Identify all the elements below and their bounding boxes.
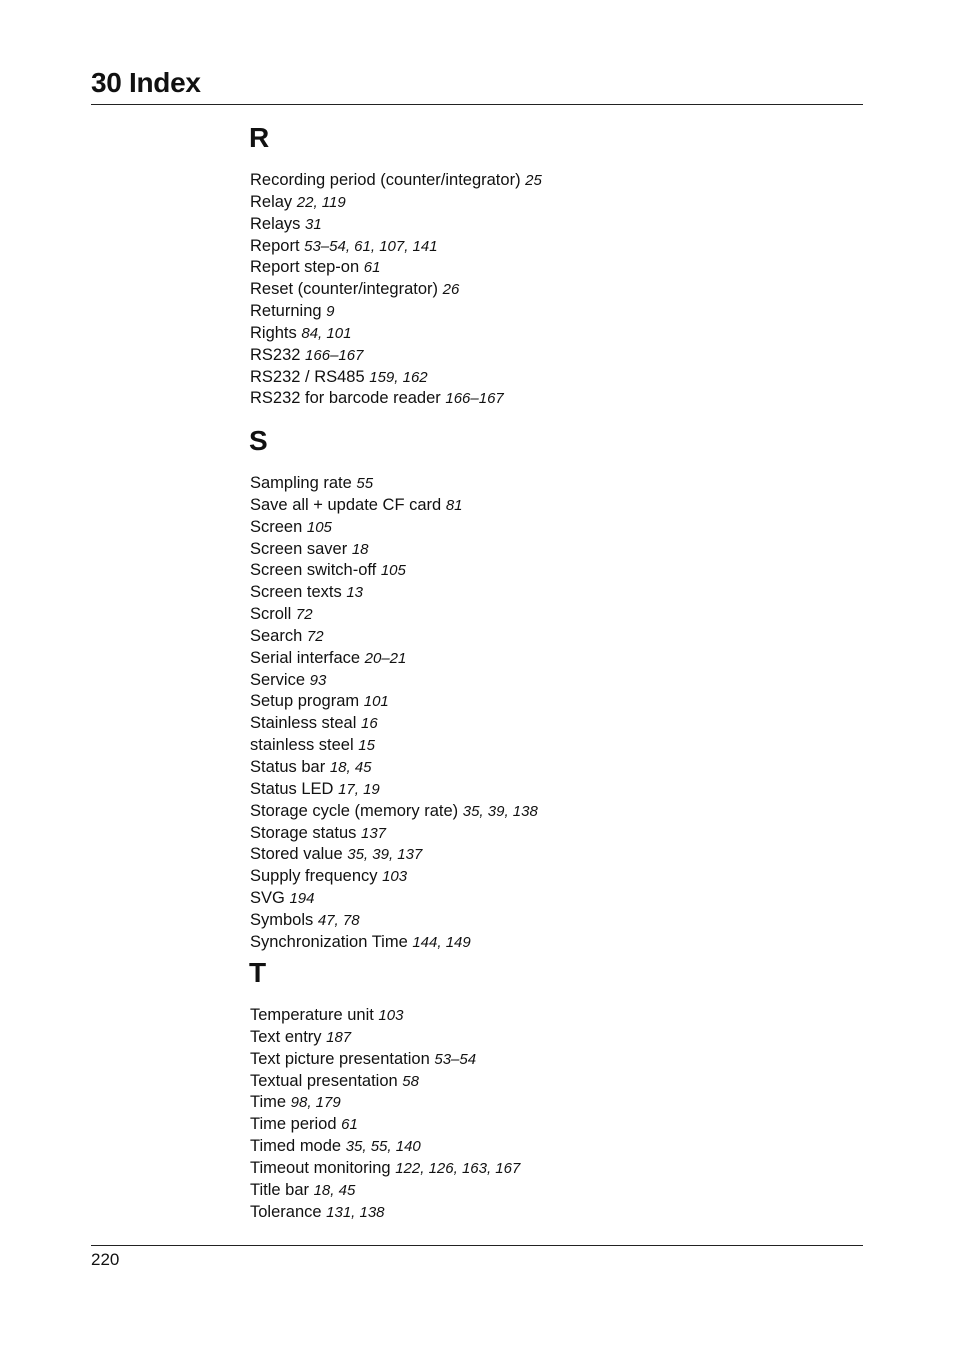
index-pages[interactable]: 159, 162 [369, 368, 428, 386]
index-entry [250, 1136, 520, 1158]
index-entry [250, 1114, 520, 1136]
index-pages[interactable]: 15 [358, 737, 375, 755]
section-letter-s: S [249, 425, 268, 456]
index-pages[interactable]: 166–167 [305, 346, 364, 364]
index-term: Recording period (counter/integrator) [250, 171, 521, 189]
index-term: Save all + update CF card [250, 495, 442, 514]
index-entry [250, 388, 542, 410]
header-rule [91, 104, 863, 105]
index-entry [250, 539, 538, 561]
index-term: Text entry [250, 1027, 322, 1046]
index-term: Temperature unit [250, 1006, 374, 1024]
index-pages[interactable]: 13 [346, 584, 363, 602]
index-entry [250, 214, 542, 236]
index-term: Storage status [250, 823, 357, 842]
index-entry [250, 473, 538, 495]
index-entry [250, 757, 538, 779]
index-pages[interactable]: 58 [402, 1072, 419, 1090]
index-pages[interactable]: 55 [356, 475, 374, 492]
index-pages[interactable]: 72 [306, 627, 324, 645]
index-entry [250, 236, 542, 258]
index-entry [250, 560, 538, 582]
index-entry [250, 517, 538, 539]
index-entry [250, 648, 538, 670]
index-pages[interactable]: 122, 126, 163, 167 [395, 1159, 521, 1177]
index-entry [250, 626, 538, 648]
index-term: SVG [250, 889, 285, 908]
index-entry [250, 713, 538, 735]
index-pages[interactable]: 137 [361, 824, 387, 842]
index-term: Sampling rate [250, 474, 352, 492]
index-pages[interactable]: 18 [351, 540, 369, 558]
index-entry [250, 691, 538, 713]
index-entry [250, 1049, 520, 1071]
index-entry [250, 779, 538, 801]
index-term: Storage cycle (memory rate) [250, 801, 459, 820]
index-pages[interactable]: 17, 19 [338, 780, 380, 798]
index-entry [250, 279, 542, 301]
index-pages[interactable]: 105 [306, 518, 332, 536]
index-entry [250, 301, 542, 323]
index-term: Status bar [250, 757, 326, 776]
index-pages[interactable]: 93 [309, 671, 327, 689]
index-entry [250, 670, 538, 692]
index-term: Synchronization Time [250, 932, 408, 951]
index-term: Rights [250, 323, 297, 342]
index-term: Screen switch-off [250, 561, 377, 580]
index-pages[interactable]: 84, 101 [301, 324, 352, 342]
index-pages[interactable]: 81 [445, 496, 463, 514]
index-pages[interactable]: 103 [382, 868, 408, 886]
index-entry [250, 192, 542, 214]
index-term: Timeout monitoring [250, 1158, 391, 1177]
index-entry [250, 367, 542, 389]
page-number: 220 [91, 1250, 120, 1269]
index-term: stainless steel [250, 736, 354, 755]
index-entry [250, 735, 538, 757]
index-entry [250, 801, 538, 823]
index-entry [250, 1071, 520, 1093]
index-entry [250, 257, 542, 279]
index-term: Stored value [250, 845, 343, 864]
index-term: Status LED [250, 779, 334, 798]
index-pages[interactable]: 72 [295, 606, 313, 624]
index-term: Relay [250, 192, 293, 211]
index-entry [250, 1202, 520, 1224]
section-letter-t: T [249, 957, 267, 988]
index-term: Serial interface [250, 648, 361, 667]
index-list-s [250, 473, 538, 954]
index-term: Title bar [250, 1180, 309, 1199]
index-pages[interactable]: 16 [360, 715, 378, 733]
index-pages[interactable]: 61 [341, 1116, 358, 1134]
index-pages[interactable]: 35, 39, 137 [347, 846, 423, 864]
index-pages[interactable]: 101 [363, 693, 389, 711]
index-term: RS232 [250, 345, 301, 364]
index-term: Supply frequency [250, 867, 378, 886]
index-pages[interactable]: 98, 179 [290, 1094, 341, 1112]
index-term: RS232 / RS485 [250, 367, 365, 386]
index-term: Tolerance [250, 1202, 322, 1221]
index-entry [250, 844, 538, 866]
index-pages[interactable]: 105 [380, 562, 406, 580]
index-term: Relays [250, 214, 301, 233]
index-entry [250, 1027, 520, 1049]
index-pages[interactable]: 35, 55, 140 [345, 1138, 421, 1156]
index-pages[interactable]: 31 [305, 215, 322, 233]
index-list-t [250, 1005, 520, 1223]
index-entry [250, 866, 538, 888]
index-pages[interactable]: 103 [378, 1007, 404, 1024]
footer-rule [91, 1245, 863, 1246]
index-pages[interactable]: 18, 45 [313, 1181, 356, 1199]
index-pages[interactable]: 26 [442, 281, 460, 299]
index-term: Time [250, 1093, 287, 1112]
index-term: Stainless steal [250, 714, 357, 733]
index-term: Setup program [250, 692, 360, 711]
index-pages[interactable]: 61 [363, 259, 381, 277]
index-term: Report step-on [250, 258, 360, 277]
index-pages[interactable]: 53–54 [434, 1050, 477, 1068]
index-pages[interactable]: 47, 78 [317, 911, 360, 929]
index-term: Screen texts [250, 583, 342, 602]
index-pages[interactable]: 35, 39, 138 [462, 802, 538, 820]
index-entry [250, 170, 542, 192]
index-term: Time period [250, 1115, 337, 1134]
index-entry [250, 1180, 520, 1202]
index-term: RS232 for barcode reader [250, 389, 441, 408]
index-term: Screen saver [250, 539, 348, 558]
index-term: Screen [250, 517, 303, 536]
index-entry [250, 910, 538, 932]
index-pages[interactable]: 166–167 [445, 390, 504, 408]
index-entry [250, 888, 538, 910]
index-pages[interactable]: 187 [326, 1028, 352, 1046]
index-entry [250, 823, 538, 845]
index-pages[interactable]: 144, 149 [412, 933, 471, 951]
index-pages[interactable]: 9 [326, 303, 335, 321]
index-list-r [250, 170, 542, 410]
index-entry [250, 345, 542, 367]
section-letter-r: R [249, 122, 270, 153]
index-entry [250, 323, 542, 345]
index-entry [250, 1005, 520, 1027]
index-term: Scroll [250, 605, 292, 624]
index-pages[interactable]: 194 [289, 890, 315, 908]
index-entry [250, 495, 538, 517]
index-pages[interactable]: 20–21 [364, 649, 407, 667]
index-entry [250, 1158, 520, 1180]
index-pages[interactable]: 53–54, 61, 107, 141 [304, 237, 438, 255]
index-term: Textual presentation [250, 1071, 398, 1090]
index-pages[interactable]: 25 [525, 172, 542, 189]
chapter-title: 30 Index [91, 67, 201, 98]
index-term: Search [250, 626, 303, 645]
index-pages[interactable]: 131, 138 [326, 1203, 385, 1221]
index-entry [250, 582, 538, 604]
index-entry [250, 604, 538, 626]
index-term: Symbols [250, 910, 314, 929]
index-entry [250, 932, 538, 954]
index-term: Text picture presentation [250, 1049, 430, 1068]
index-term: Timed mode [250, 1137, 342, 1156]
index-term: Service [250, 670, 306, 689]
index-term: Report [250, 236, 300, 255]
index-term: Reset (counter/integrator) [250, 280, 439, 299]
index-term: Returning [250, 302, 322, 321]
index-entry [250, 1092, 520, 1114]
index-pages[interactable]: 22, 119 [296, 193, 346, 211]
index-pages[interactable]: 18, 45 [329, 758, 372, 776]
